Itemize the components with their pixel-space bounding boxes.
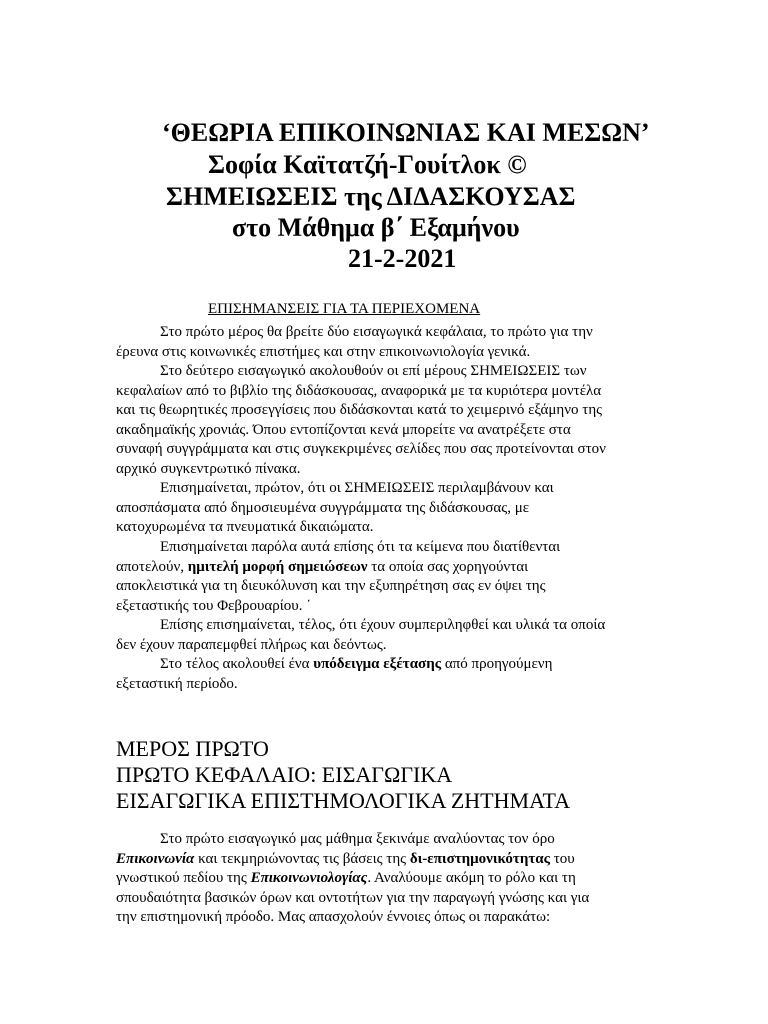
text-line: σπουδαιότητα βασικών όρων και οντοτήτων για την παραγωγή γνώσης και για [116, 889, 590, 906]
text-line: εξεταστική περίοδο. [116, 675, 238, 692]
text-run: από προηγούμενη [441, 656, 553, 672]
part-title: ΜΕΡΟΣ ΠΡΩΤΟ [116, 736, 269, 761]
chapter-title: ΠΡΩΤΟ ΚΕΦΑΛΑΙΟ: ΕΙΣΑΓΩΓΙΚΑ [116, 762, 453, 787]
text-line: Στο πρώτο εισαγωγικό μας μάθημα ξεκινάμε αναλύοντας τον όρο [160, 831, 555, 847]
paragraph-7 [116, 830, 664, 928]
text-line: συναφή συγγράμματα και στις συγκεκριμένες σελίδες που σας προτείνονται στον [116, 441, 606, 457]
text-line: δεν έχουν παραπεμφθεί πλήρως και δεόντως. [116, 636, 387, 653]
text-run: Στο τέλος ακολουθεί ένα [160, 656, 314, 672]
text-line: κατοχυρωμένα τα πνευματικά δικαιώματα. [116, 519, 374, 535]
text-line: κεφαλαίων από το βιβλίο της διδάσκουσας, αναφορικά με τα κυριότερα μοντέλα [116, 382, 602, 399]
text-line [116, 869, 664, 889]
text-line: εξεταστικής του Φεβρουαρίου. ΄ [116, 597, 312, 614]
paragraph-5 [116, 616, 664, 655]
text-line: Επισημαίνεται παρόλα αυτά επίσης ότι τα κείμενα που διατίθενται [160, 539, 561, 555]
text-line [116, 558, 664, 578]
text-line: αποκλειστικά για τη διευκόλυνση και την εξυπηρέτηση σας εν όψει της [116, 578, 546, 594]
text-line: ακαδημαϊκής χρονιάς. Όπου εντοπίζονται κενά μπορείτε να ανατρέξετε στα [116, 421, 571, 438]
text-run: γνωστικού πεδίου της [116, 870, 251, 886]
text-run: . Αναλύουμε ακόμη το ρόλο και τη [367, 870, 576, 886]
paragraph-2 [116, 362, 664, 479]
date-line: 21-2-2021 [348, 244, 457, 273]
emphasis-text: ημιτελή μορφή σημειώσεων [187, 558, 368, 575]
text-line: και τις θεωρητικές προσεγγίσεις που διδάσκονται κατά το χειμερινό εξάμηνο της [116, 402, 603, 418]
text-line: Στο δεύτερο εισαγωγικό ακολουθούν οι επί μέρους ΣΗΜΕΙΩΣΕΙΣ των [160, 363, 587, 379]
document-title: ‘ΘΕΩΡΙΑ ΕΠΙΚΟΙΝΩΝΙΑΣ ΚΑΙ ΜΕΣΩΝ’ [162, 118, 650, 147]
emphasis-text: Επικοινωνία [116, 850, 195, 867]
text-line [116, 655, 664, 675]
emphasis-text: δι-επιστημονικότητας [409, 850, 550, 867]
author-line: Σοφία Καϊτατζή-Γουίτλοκ © [208, 150, 527, 179]
paragraph-3 [116, 479, 664, 538]
notes-line: ΣΗΜΕΙΩΣΕΙΣ της ΔΙΔΑΣΚΟΥΣΑΣ [166, 182, 576, 211]
text-line: αποσπάσματα από δημοσιευμένα συγγράμματα της διδάσκουσας, με [116, 499, 530, 516]
text-line: Στο πρώτο μέρος θα βρείτε δύο εισαγωγικά κεφάλαια, το πρώτο για την [160, 324, 593, 340]
text-line: την επιστημονική πρόοδο. Μας απασχολούν έννοιες όπως οι παρακάτω: [116, 909, 551, 925]
paragraph-4 [116, 538, 664, 616]
text-run: του [549, 850, 575, 867]
text-line: αρχικό συγκεντρωτικό πίνακα. [116, 460, 301, 477]
text-line [116, 850, 664, 870]
emphasis-text: Επικοινωνιολογίας [250, 870, 368, 886]
chapter-subtitle: ΕΙΣΑΓΩΓΙΚΑ ΕΠΙΣΤΗΜΟΛΟΓΙΚΑ ΖΗΤΗΜΑΤΑ [116, 788, 571, 813]
paragraph-6 [116, 655, 664, 694]
text-run: αποτελούν, [116, 558, 188, 575]
text-line: Επισημαίνεται, πρώτον, ότι οι ΣΗΜΕΙΩΣΕΙΣ περιλαμβάνουν και [160, 480, 554, 496]
paragraph-1 [116, 323, 664, 362]
text-line: έρευνα στις κοινωνικές επιστήμες και στην επικοινωνιολογία γενικά. [116, 343, 531, 360]
emphasis-text: υπόδειγμα εξέτασης [313, 656, 442, 672]
text-run: και τεκμηριώνοντας τις βάσεις της [194, 850, 410, 867]
section-title: ΕΠΙΣΗΜΑΝΣΕΙΣ ΓΙΑ ΤΑ ΠΕΡΙΕΧΟΜΕΝΑ [208, 301, 481, 317]
text-line: Επίσης επισημαίνεται, τέλος, ότι έχουν συμπεριληφθεί και υλικά τα οποία [160, 617, 606, 633]
text-run: τα οποία σας χορηγούνται [367, 558, 529, 575]
course-line: στο Μάθημα β΄ Εξαμήνου [232, 213, 520, 242]
